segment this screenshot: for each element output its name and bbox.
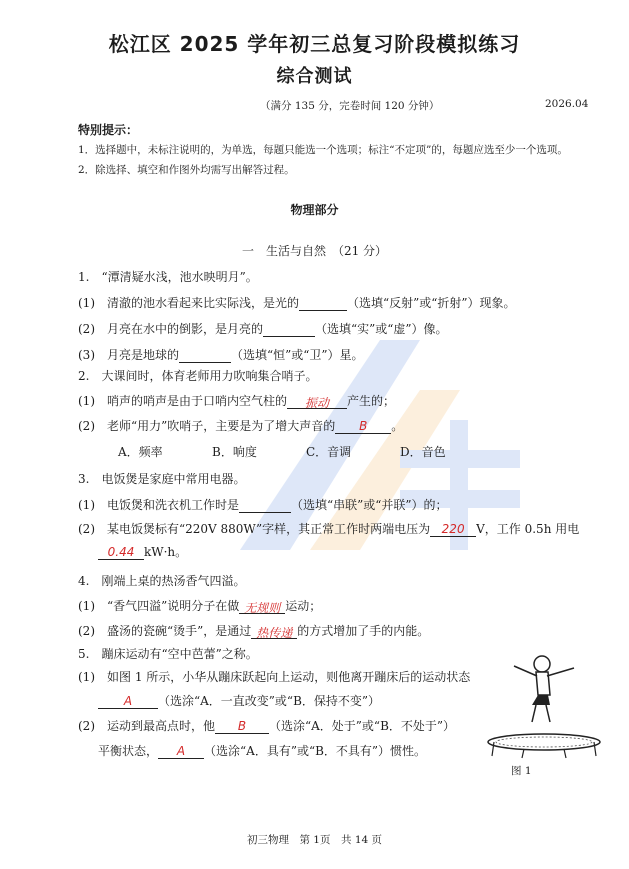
q2-sub2-answer[interactable]: B bbox=[335, 419, 391, 434]
exam-date: 2026.04 bbox=[545, 98, 589, 110]
q2-sub1 bbox=[78, 392, 395, 409]
q3-sub1-blank[interactable] bbox=[239, 498, 291, 513]
q1-sub3-blank[interactable] bbox=[179, 348, 231, 363]
q1-sub3-hint: （选填“恒”或“卫”）星。 bbox=[231, 348, 364, 362]
q2-option-b[interactable]: B．响度 bbox=[212, 445, 257, 459]
q1-sub2-blank[interactable] bbox=[263, 322, 315, 337]
q2-sub2 bbox=[78, 417, 403, 434]
q1-sub1-hint: （选填“反射”或“折射”）现象。 bbox=[347, 296, 516, 310]
q3-sub2-hint: V，工作 0.5h 用电 bbox=[476, 522, 580, 536]
exam-title: 松江区 2025 学年初三总复习阶段模拟练习 bbox=[108, 32, 521, 56]
q3-sub1-text: (1) 电饭煲和洗衣机工作时是 bbox=[78, 498, 239, 512]
watermark-logo bbox=[220, 300, 540, 600]
q5-sub3-text: 平衡状态， bbox=[98, 744, 159, 758]
q4-sub1-text: (1) “香气四溢”说明分子在做 bbox=[78, 599, 240, 613]
q2-sub1-answer[interactable]: 振动 bbox=[287, 394, 347, 409]
exam-subtitle: 综合测试 bbox=[276, 66, 353, 87]
q3-sub2-answer-voltage[interactable]: 220 bbox=[430, 522, 476, 537]
notice-item-2: 2．除选择、填空和作图外均需写出解答过程。 bbox=[78, 164, 295, 176]
q2-option-c[interactable]: C．音调 bbox=[306, 445, 352, 459]
q4-stem: 4. 刚端上桌的热汤香气四溢。 bbox=[78, 574, 246, 588]
q1-sub1-text: (1) 清澈的池水看起来比实际浅，是光的 bbox=[78, 296, 299, 310]
q4-sub2-hint: 的方式增加了手的内能。 bbox=[297, 624, 430, 638]
q1-sub2-hint: （选填“实”或“虚”）像。 bbox=[315, 322, 448, 336]
q5-sub1-hint: （选涂“A．一直改变”或“B．保持不变”） bbox=[158, 694, 381, 708]
q1-stem: 1. “潭清疑水浅，池水映明月”。 bbox=[78, 270, 258, 284]
q3-sub2-unit: kW·h。 bbox=[144, 545, 188, 559]
q5-sub3-hint: （选涂“A．具有”或“B．不具有”）惯性。 bbox=[204, 744, 427, 758]
q1-sub1 bbox=[78, 294, 516, 311]
q1-sub3-text: (3) 月亮是地球的 bbox=[78, 348, 179, 362]
q2-option-d[interactable]: D．音色 bbox=[400, 445, 446, 459]
notice-item-1: 1．选择题中，未标注说明的，为单选，每题只能选一个选项；标注“不定项”的，每题应选至少一个选项。 bbox=[78, 144, 568, 156]
q5-sub2-text: (2) 运动到最高点时，他 bbox=[78, 719, 215, 733]
q3-stem: 3. 电饭煲是家庭中常用电器。 bbox=[78, 472, 246, 486]
q4-sub2-answer[interactable]: 热传递 bbox=[251, 624, 297, 639]
q2-sub2-hint: 。 bbox=[391, 419, 404, 433]
q2-sub2-text: (2) 老师“用力”吹哨子，主要是为了增大声音的 bbox=[78, 419, 336, 433]
q3-sub2-cont bbox=[98, 543, 187, 560]
q5-sub3 bbox=[98, 742, 426, 759]
q1-sub2-text: (2) 月亮在水中的倒影，是月亮的 bbox=[78, 322, 263, 336]
section-name: 物理部分 bbox=[290, 203, 339, 217]
q3-sub1-hint: （选填“串联”或“并联”）的； bbox=[291, 498, 448, 512]
exam-info: （满分 135 分，完卷时间 120 分钟） bbox=[260, 100, 440, 112]
q1-sub1-blank[interactable] bbox=[299, 296, 347, 311]
q4-sub1 bbox=[78, 597, 321, 614]
q1-sub2 bbox=[78, 320, 448, 337]
q3-sub2-text: (2) 某电饭煲标有“220V 880W”字样，其正常工作时两端电压为 bbox=[78, 522, 431, 536]
q4-sub1-hint: 运动； bbox=[285, 599, 322, 613]
q5-sub2-answer[interactable]: B bbox=[215, 719, 269, 734]
q1-sub3 bbox=[78, 346, 364, 363]
q3-sub2 bbox=[78, 520, 579, 537]
q5-stem: 5. 蹦床运动有“空中芭蕾”之称。 bbox=[78, 647, 258, 661]
q5-sub3-answer[interactable]: A bbox=[158, 744, 204, 759]
q2-stem: 2. 大课间时，体育老师用力吹响集合哨子。 bbox=[78, 369, 318, 383]
figure-1-label: 图 1 bbox=[511, 765, 532, 777]
notice-heading: 特别提示： bbox=[78, 123, 139, 137]
page-footer: 初三物理 第 1页 共 14 页 bbox=[246, 834, 383, 846]
q4-sub2-text: (2) 盛汤的瓷碗“烫手”，是通过 bbox=[78, 624, 252, 638]
figure-1-trampoline bbox=[484, 650, 604, 760]
q4-sub2 bbox=[78, 622, 429, 639]
q5-sub2 bbox=[78, 717, 455, 734]
q2-option-a[interactable]: A．频率 bbox=[118, 445, 163, 459]
q5-sub1-answer[interactable]: A bbox=[98, 694, 158, 709]
q4-sub1-answer[interactable]: 无规则 bbox=[239, 599, 285, 614]
q2-sub1-hint: 产生的； bbox=[347, 394, 396, 408]
q3-sub1 bbox=[78, 496, 448, 513]
q3-sub2-answer-energy[interactable]: 0.44 bbox=[98, 545, 144, 560]
q5-sub2-hint: （选涂“A．处于”或“B．不处于”） bbox=[269, 719, 456, 733]
q5-sub1: (1) 如图 1 所示，小华从蹦床跃起向上运动，则他离开蹦床后的运动状态 bbox=[78, 670, 471, 684]
q2-sub1-text: (1) 哨声的哨声是由于口哨内空气柱的 bbox=[78, 394, 287, 408]
section-part: 一 生活与自然 （21 分） bbox=[241, 244, 388, 258]
q5-sub1-cont bbox=[98, 692, 380, 709]
